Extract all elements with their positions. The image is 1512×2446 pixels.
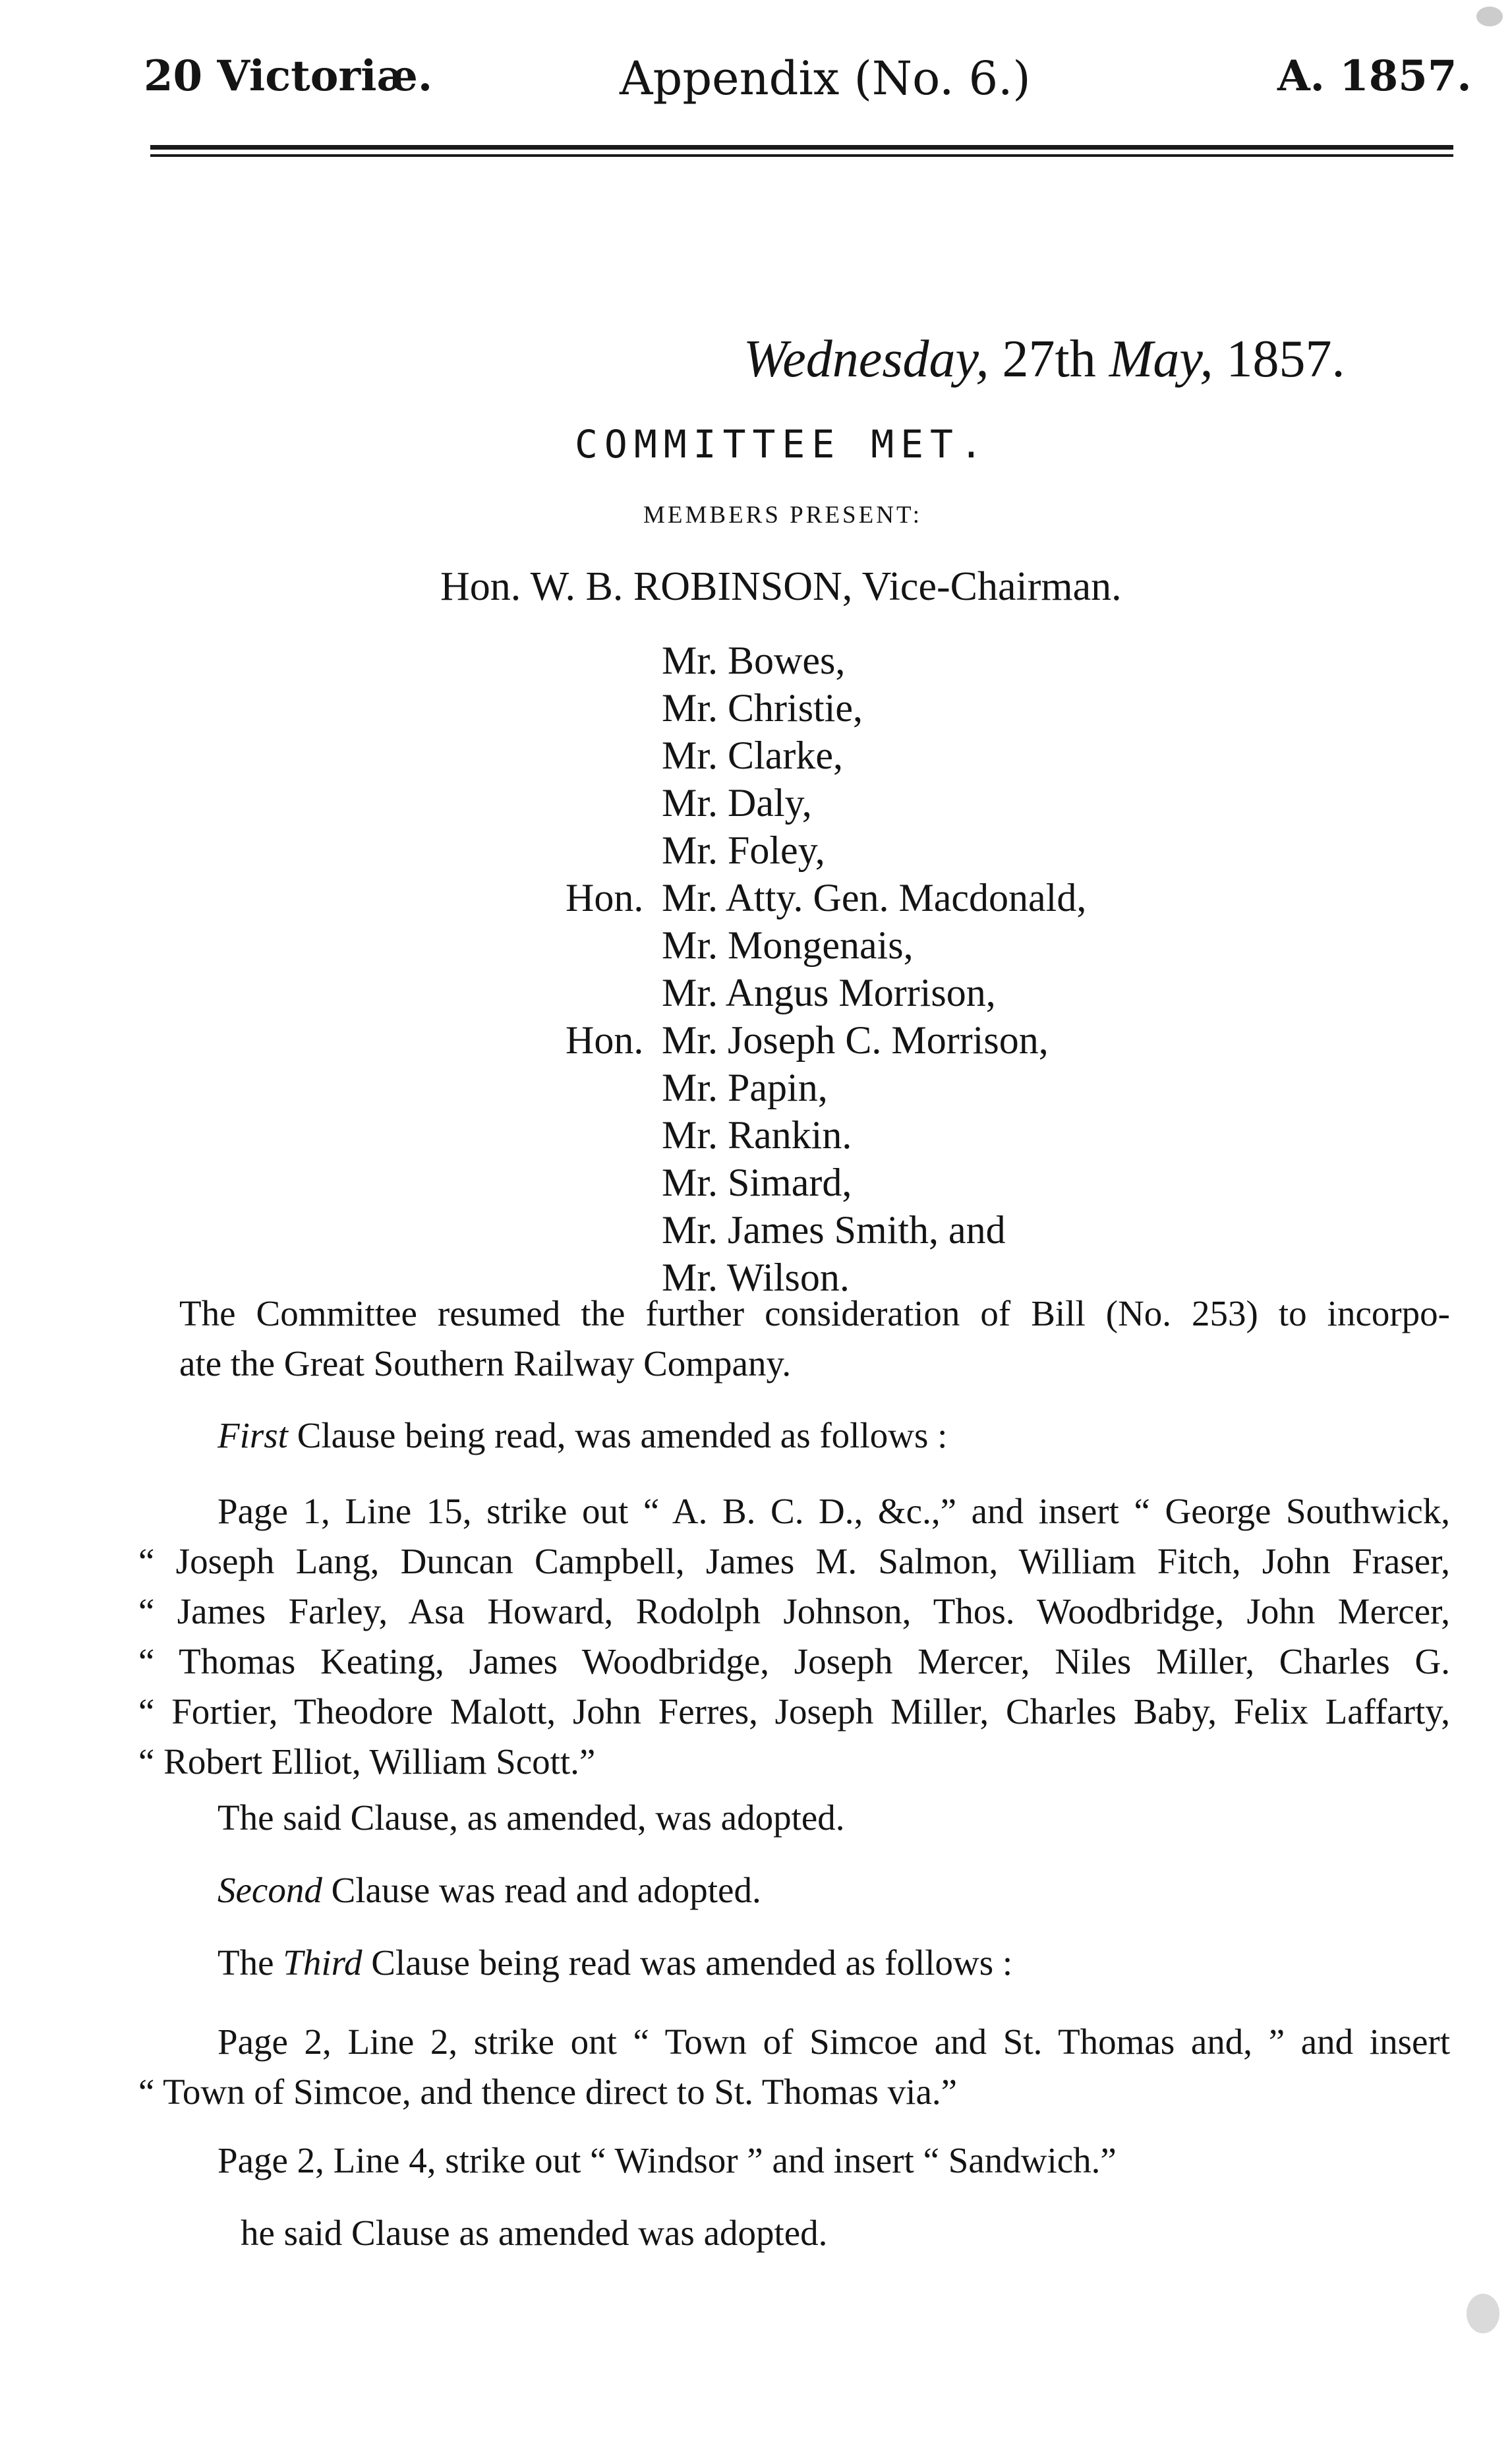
date-day: Wednesday, xyxy=(743,330,989,388)
date-month: May, xyxy=(1109,330,1213,388)
paragraph-second-clause xyxy=(218,1865,761,1915)
date-year: 1857. xyxy=(1226,330,1345,388)
header-rule-thin xyxy=(150,154,1453,157)
amendment-line4: “ Thomas Keating, James Woodbridge, Joseph Mercer, Niles Miller, Charles G. xyxy=(138,1641,1450,1681)
paragraph-resume-line2: ate the Great Southern Railway Company. xyxy=(179,1343,792,1383)
member-name: Mr. Wilson. xyxy=(662,1256,850,1299)
paragraph-resume-line1: The Committee resumed the further consideration of Bill (No. 253) to incorpo- xyxy=(179,1293,1450,1333)
second-word: Second xyxy=(218,1870,322,1910)
member-name: Mr. Papin, xyxy=(662,1066,828,1109)
member-name: Mr. Mongenais, xyxy=(662,923,914,967)
page2-line2-amend-l1: Page 2, Line 2, strike ont “ Town of Simcoe and St. Thomas and, ” and insert xyxy=(218,2022,1450,2062)
member-name: Mr. Daly, xyxy=(662,781,812,825)
amendment-line3: “ James Farley, Asa Howard, Rodolph Johnson, Thos. Woodbridge, John Mercer, xyxy=(138,1591,1450,1631)
member-name: Mr. Atty. Gen. Macdonald, xyxy=(662,876,1087,919)
third-pre: The xyxy=(218,1942,283,1983)
header-year: A. 1857. xyxy=(1277,51,1472,101)
paragraph-first-clause xyxy=(218,1411,947,1461)
page2-line4-amend: Page 2, Line 4, strike out “ Windsor ” and insert “ Sandwich.” xyxy=(218,2140,1117,2180)
member-prefix: Hon. xyxy=(566,1018,644,1062)
member-name: Mr. James Smith, and xyxy=(662,1208,1006,1252)
amendment-line2: “ Joseph Lang, Duncan Campbell, James M. Salmon, William Fitch, John Fraser, xyxy=(138,1541,1450,1581)
first-rest: Clause being read, was amended as follows : xyxy=(287,1415,948,1455)
scan-speck xyxy=(1476,7,1503,26)
header-rule xyxy=(150,145,1453,150)
header-appendix: Appendix (No. 6.) xyxy=(620,51,1031,105)
member-name: Mr. Joseph C. Morrison, xyxy=(662,1018,1049,1062)
member-name: Mr. Foley, xyxy=(662,829,825,872)
member-name: Mr. Angus Morrison, xyxy=(662,971,996,1014)
member-name: Mr. Bowes, xyxy=(662,639,846,682)
page2-line2-amend-l2: “ Town of Simcoe, and thence direct to St. Thomas via.” xyxy=(138,2072,958,2112)
member-name: Mr. Simard, xyxy=(662,1161,852,1204)
third-rest: Clause being read was amended as follows : xyxy=(362,1942,1013,1983)
paragraph-third-clause xyxy=(218,1938,1012,1988)
scan-speck xyxy=(1467,2294,1499,2333)
amendment-line5: “ Fortier, Theodore Malott, John Ferres, Joseph Miller, Charles Baby, Felix Laffarty, xyxy=(138,1691,1450,1732)
paragraph-adopted-2: he said Clause as amended was adopted. xyxy=(241,2213,828,2253)
amendment-line6: “ Robert Elliot, William Scott.” xyxy=(138,1741,596,1782)
members-heading: MEMBERS PRESENT: xyxy=(643,502,922,529)
member-name: Mr. Clarke, xyxy=(662,734,843,777)
paragraph-adopted-1: The said Clause, as amended, was adopted. xyxy=(218,1797,845,1838)
header-volume: 20 Victoriæ. xyxy=(144,51,433,101)
meeting-title: COMMITTEE MET. xyxy=(575,422,989,467)
date-number: 27th xyxy=(1002,330,1096,388)
vice-chairman: Hon. W. B. ROBINSON, Vice-Chairman. xyxy=(440,564,1122,609)
amendment-line1: Page 1, Line 15, strike out “ A. B. C. D., &c.,” and insert “ George Southwick, xyxy=(218,1491,1450,1531)
member-name: Mr. Christie, xyxy=(662,686,863,730)
meeting-date xyxy=(743,330,1345,390)
member-name: Mr. Rankin. xyxy=(662,1113,852,1157)
member-prefix: Hon. xyxy=(566,876,644,919)
second-rest: Clause was read and adopted. xyxy=(322,1870,761,1910)
third-word: Third xyxy=(283,1942,363,1983)
first-word: First xyxy=(218,1415,288,1455)
